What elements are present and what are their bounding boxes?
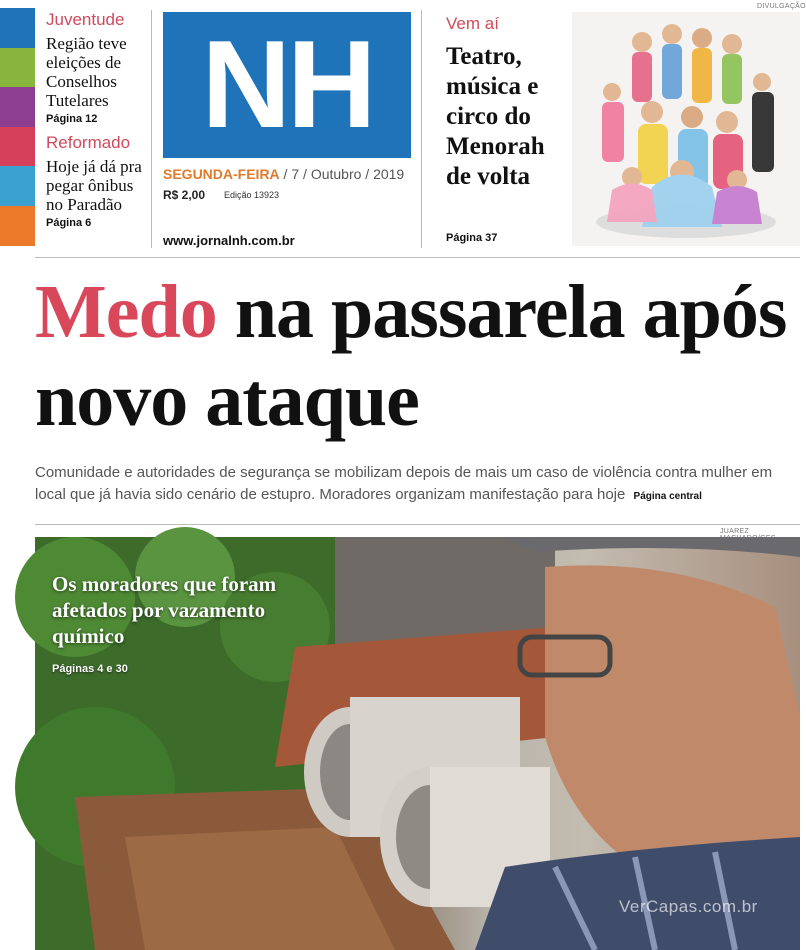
color-swatch [0, 48, 35, 88]
nh-logo[interactable] [163, 12, 411, 158]
lead-subhead [35, 462, 800, 508]
weekday: SEGUNDA-FEIRA [163, 166, 280, 182]
promo-menorah[interactable] [446, 14, 571, 192]
teaser-page: Página 12 [46, 113, 98, 125]
color-swatch [0, 127, 35, 167]
subhead-text: Comunidade e autoridades de segurança se mobilizam depois de mais um caso de violência contra mulher em local que já havia sido cenário de estupro. Moradores organizam manifestação para hoje [35, 464, 773, 503]
promo-title: Teatro, música e circo do Menorah de volta [446, 43, 545, 190]
color-swatch [0, 87, 35, 127]
logo-text: NH [201, 16, 373, 154]
promo-page: Página 37 [446, 232, 498, 244]
color-swatch [0, 166, 35, 206]
headline-rest: na passarela após novo ataque [35, 270, 787, 442]
teaser-juventude[interactable] [46, 10, 146, 125]
color-swatch [0, 206, 35, 246]
date-day: 7 [291, 166, 300, 182]
photo-pages: Páginas 4 e 30 [52, 663, 128, 675]
teaser-page: Página 6 [46, 217, 92, 229]
divider [151, 10, 152, 248]
date-month: Outubro [310, 166, 362, 182]
subhead-page-ref: Página central [633, 491, 702, 502]
date-year: 2019 [373, 166, 405, 182]
performers-illustration [572, 12, 800, 246]
divider [35, 524, 800, 525]
promo-photo[interactable] [572, 12, 800, 246]
teaser-text: Hoje já dá pra pegar ônibus no Paradão [46, 157, 142, 214]
watermark: VerCapas.com.br [619, 897, 758, 916]
photo-caption: Os moradores que foram afetados por vazamento químico [52, 572, 277, 648]
headline-highlight: Medo [35, 270, 217, 354]
edition-number: Edição 13923 [224, 190, 280, 200]
teaser-reformado[interactable] [46, 133, 146, 229]
divider [35, 257, 800, 258]
price: R$ 2,00 [163, 188, 206, 202]
divider [421, 10, 422, 248]
website-link[interactable]: www.jornalnh.com.br [163, 233, 295, 248]
teaser-kicker: Juventude [46, 10, 125, 29]
teaser-text: Região teve eleições de Conselhos Tutelares [46, 34, 127, 110]
section-color-bar [0, 8, 35, 246]
teaser-kicker: Reformado [46, 133, 131, 152]
photo-story[interactable] [35, 537, 800, 950]
photo-credit: JUAREZ [720, 528, 750, 535]
lead-headline[interactable] [35, 268, 800, 444]
issue-date: SEGUNDA-FEIRA / 7 / Outubro / 2019 [163, 166, 405, 182]
promo-kicker: Vem aí [446, 14, 499, 33]
color-swatch [0, 8, 35, 48]
promo-photo-credit: DIVULGAÇÃO [757, 3, 806, 10]
